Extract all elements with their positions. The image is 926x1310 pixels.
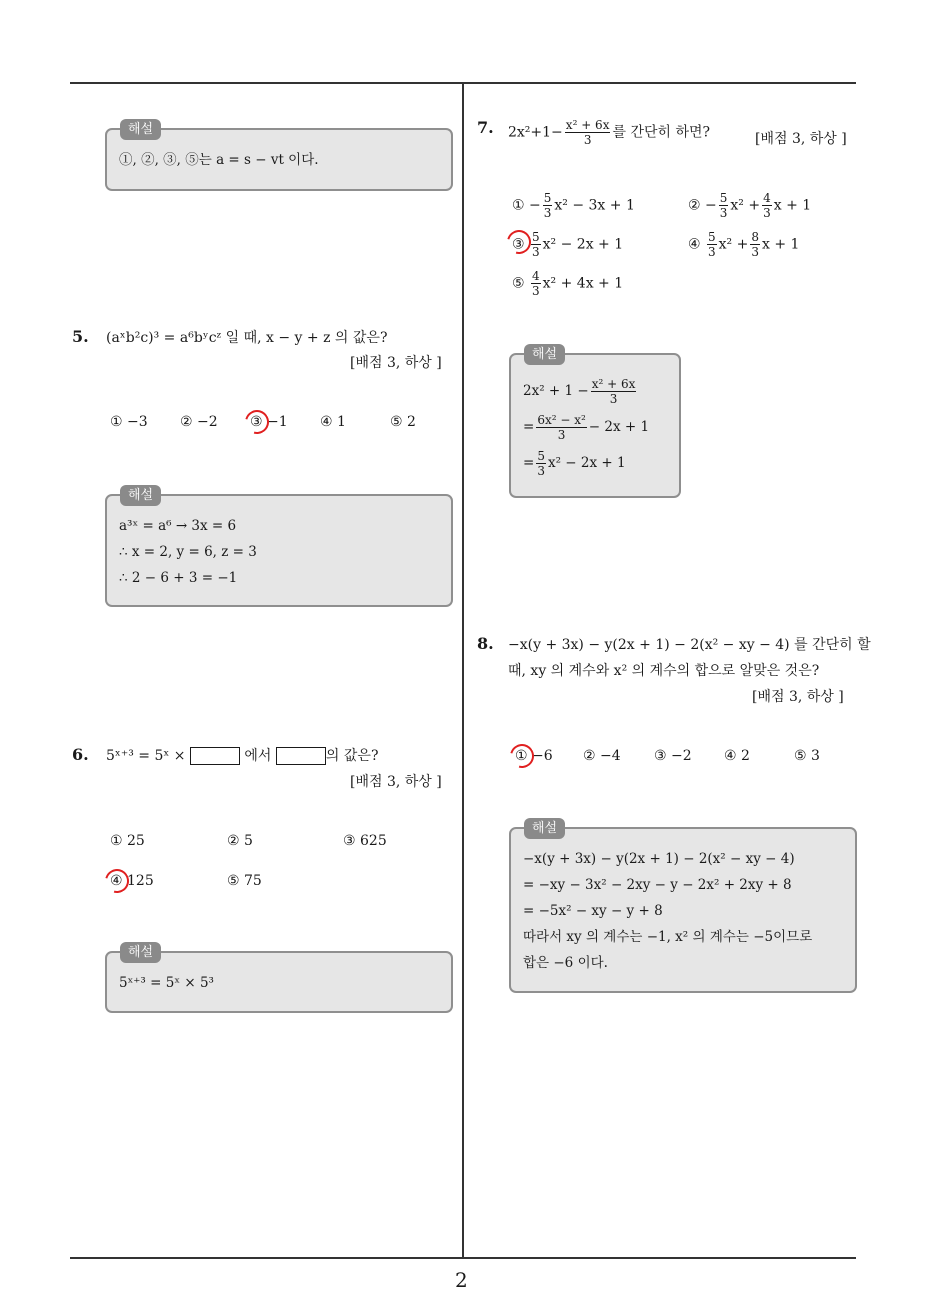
solution-line xyxy=(523,449,626,478)
score-label: [배점 3, 하상 ] xyxy=(752,689,844,705)
question-stem xyxy=(106,745,378,767)
blank-box xyxy=(276,747,326,765)
fraction-denominator: 3 xyxy=(763,206,771,220)
solution-line: = −5x² − xy − y + 8 xyxy=(523,903,663,919)
option-fraction xyxy=(719,191,729,220)
q4-solution-box xyxy=(105,122,453,191)
solution-tag: 해설 xyxy=(120,119,161,140)
option-sign: − xyxy=(529,197,541,214)
option-5[interactable]: ⑤ 3 xyxy=(794,748,820,764)
option-5[interactable]: ⑤ 75 xyxy=(227,873,262,889)
stem-part: 에서 xyxy=(244,748,272,764)
option-label: ④ xyxy=(688,236,701,253)
fraction-numerator: x² + 6x xyxy=(565,118,610,132)
fraction-numerator: 5 xyxy=(537,449,545,463)
solution-line: 따라서 xy 의 계수는 −1, x² 의 계수는 −5이므로 xyxy=(523,929,813,945)
solution-line: a³ˣ = a⁶ → 3x = 6 xyxy=(119,518,237,534)
option-4[interactable]: ④ 1 xyxy=(320,414,346,430)
option-2[interactable]: ② −2 xyxy=(180,414,218,430)
option-4[interactable]: ④ 125 xyxy=(110,873,154,889)
option-rest: x² + xyxy=(730,197,761,214)
question-stem-line2: 때, xy 의 계수와 x² 의 계수의 합으로 알맞은 것은? xyxy=(508,663,820,679)
question-number: 5. xyxy=(72,327,89,346)
blank-box xyxy=(190,747,240,765)
option-1[interactable]: ① −3 xyxy=(110,414,148,430)
score-label: [배점 3, 하상 ] xyxy=(350,774,442,790)
option-rest: x² − 2x + 1 xyxy=(542,236,624,253)
option-rest: x² − 3x + 1 xyxy=(554,197,635,214)
q7-solution-box xyxy=(509,347,681,498)
stem-part: 를 간단히 하면? xyxy=(612,124,711,141)
solution-line: 합은 −6 이다. xyxy=(523,955,608,971)
fraction-denominator: 3 xyxy=(708,245,716,259)
solution-part: = xyxy=(523,455,535,471)
option-fraction xyxy=(707,230,717,259)
q6-solution-box xyxy=(105,945,453,1013)
question-stem-line1: −x(y + 3x) − y(2x + 1) − 2(x² − xy − 4) 를 간단히 할 xyxy=(508,637,871,653)
question-stem: (aˣb²c)³ = a⁶bʸcᶻ 일 때, x − y + z 의 값은? xyxy=(106,330,388,346)
solution-part: x² − 2x + 1 xyxy=(547,455,626,471)
score-label: [배점 3, 하상 ] xyxy=(755,131,847,147)
fraction-denominator: 3 xyxy=(532,284,540,298)
option-1[interactable] xyxy=(512,191,635,220)
solution-part: = xyxy=(523,419,535,435)
solution-line: 5ˣ⁺³ = 5ˣ × 5³ xyxy=(119,975,214,991)
option-fraction xyxy=(531,230,541,259)
fraction-denominator: 3 xyxy=(609,392,618,406)
solution-tag: 해설 xyxy=(524,818,565,839)
score-label: [배점 3, 하상 ] xyxy=(350,355,442,371)
solution-line: ∴ 2 − 6 + 3 = −1 xyxy=(119,570,238,586)
solution-fraction xyxy=(536,449,546,478)
option-rest: x + 1 xyxy=(773,197,812,214)
option-rest: x² + xyxy=(718,236,749,253)
option-2[interactable]: ② 5 xyxy=(227,833,253,849)
fraction-denominator: 3 xyxy=(719,206,728,220)
solution-line xyxy=(523,413,649,442)
option-rest: x + 1 xyxy=(762,236,800,253)
stem-part: 5ˣ⁺³ = 5ˣ × xyxy=(106,748,186,764)
stem-part: 의 값은? xyxy=(325,748,379,764)
option-label: ⑤ xyxy=(512,275,525,292)
option-label: ② xyxy=(688,197,701,214)
fraction-denominator: 3 xyxy=(583,133,592,147)
question-number: 7. xyxy=(477,118,494,137)
option-2[interactable]: ② −4 xyxy=(583,748,621,764)
option-sign: − xyxy=(705,197,717,214)
fraction-denominator: 3 xyxy=(532,245,540,259)
solution-fraction xyxy=(536,413,586,442)
option-label: ① xyxy=(512,197,525,214)
option-fraction xyxy=(531,269,541,298)
option-2[interactable] xyxy=(688,191,811,220)
solution-line: = −xy − 3x² − 2xy − y − 2x² + 2xy + 8 xyxy=(523,877,792,893)
option-5[interactable] xyxy=(512,269,623,298)
fraction-numerator: 8 xyxy=(751,230,759,244)
solution-fraction xyxy=(591,377,637,406)
question-number: 8. xyxy=(477,634,494,653)
page-number: 2 xyxy=(455,1268,468,1292)
q8-solution-box xyxy=(509,821,857,993)
q5-solution-box xyxy=(105,488,453,607)
solution-line: −x(y + 3x) − y(2x + 1) − 2(x² − xy − 4) xyxy=(523,851,795,867)
fraction-numerator: 5 xyxy=(719,191,728,205)
fraction-numerator: 4 xyxy=(763,191,771,205)
solution-line: ①, ②, ③, ⑤는 a = s − vt 이다. xyxy=(119,152,319,168)
fraction-numerator: 5 xyxy=(543,191,552,205)
option-1[interactable]: ① −6 xyxy=(515,748,553,764)
stem-part: 2x²+1− xyxy=(508,124,563,141)
fraction-denominator: 3 xyxy=(543,206,552,220)
fraction-denominator: 3 xyxy=(557,428,566,442)
column-divider xyxy=(462,84,464,1258)
option-3[interactable]: ③ 625 xyxy=(343,833,387,849)
option-fraction xyxy=(750,230,760,259)
option-3[interactable]: ③ −1 xyxy=(250,414,288,430)
fraction-denominator: 3 xyxy=(537,464,545,478)
stem-fraction xyxy=(565,118,611,147)
question-number: 6. xyxy=(72,745,89,764)
fraction-numerator: 6x² − x² xyxy=(537,413,586,427)
option-fraction xyxy=(543,191,553,220)
solution-line xyxy=(523,377,638,406)
option-4[interactable]: ④ 2 xyxy=(724,748,750,764)
fraction-denominator: 3 xyxy=(751,245,759,259)
solution-part: 2x² + 1 − xyxy=(523,383,589,399)
option-3[interactable]: ③ −2 xyxy=(654,748,692,764)
option-5[interactable]: ⑤ 2 xyxy=(390,414,416,430)
fraction-numerator: x² + 6x xyxy=(591,377,636,391)
fraction-numerator: 4 xyxy=(532,269,540,283)
fraction-numerator: 5 xyxy=(532,230,540,244)
solution-tag: 해설 xyxy=(120,485,161,506)
option-label: ③ xyxy=(512,236,525,253)
option-fraction xyxy=(762,191,772,220)
solution-tag: 해설 xyxy=(120,942,161,963)
solution-part: − 2x + 1 xyxy=(588,419,650,435)
fraction-numerator: 5 xyxy=(708,230,716,244)
option-1[interactable]: ① 25 xyxy=(110,833,145,849)
option-4[interactable] xyxy=(688,230,799,259)
solution-tag: 해설 xyxy=(524,344,565,365)
question-stem xyxy=(508,118,710,147)
solution-line: ∴ x = 2, y = 6, z = 3 xyxy=(119,544,257,560)
option-rest: x² + 4x + 1 xyxy=(542,275,624,292)
